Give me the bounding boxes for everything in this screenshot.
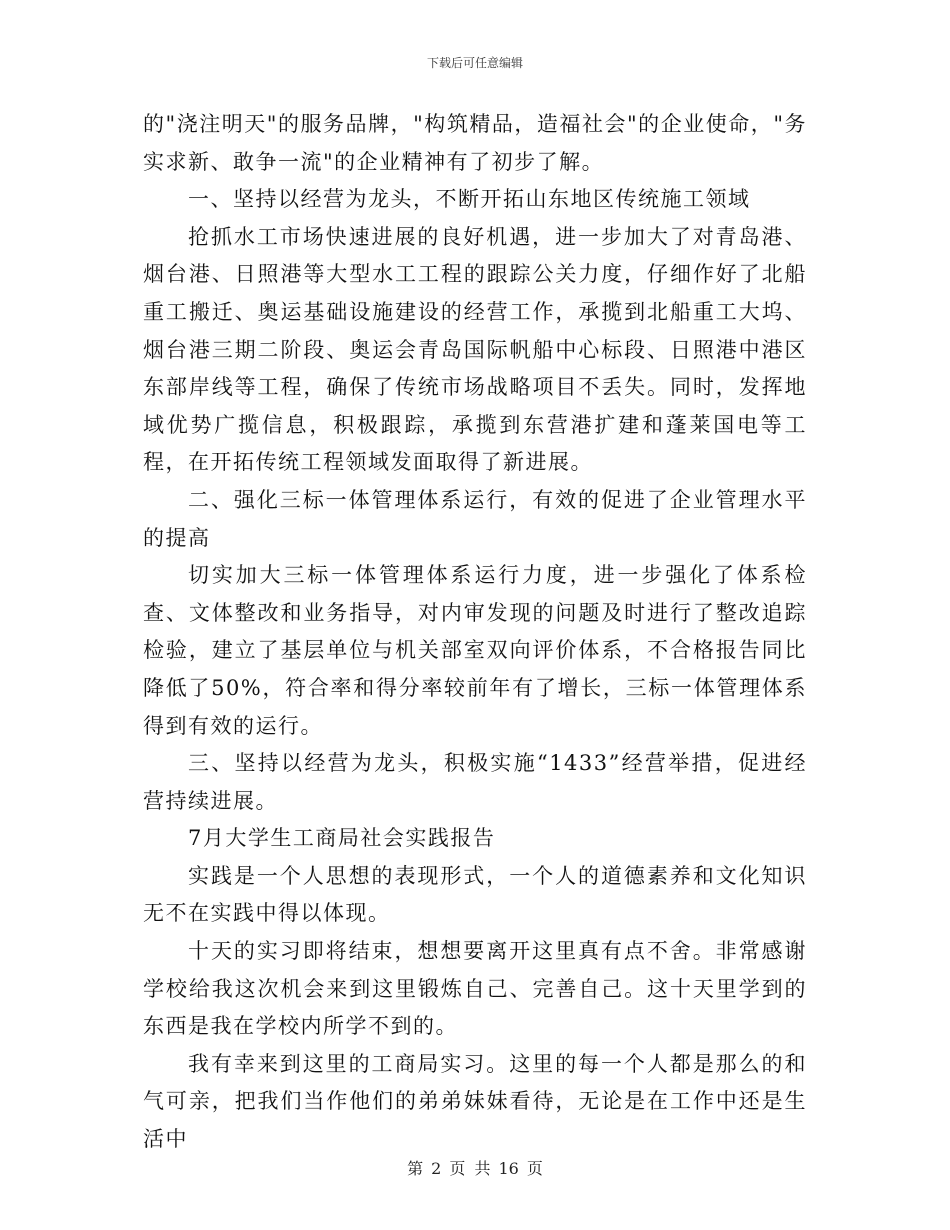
footer-prefix: 第 <box>407 1159 424 1178</box>
section-heading-3: 三、坚持以经营为龙头，积极实施“1433”经营举措，促进经营持续进展。 <box>143 751 807 813</box>
paragraph-report-body-2: 我有幸来到这里的工商局实习。这里的每一个人都是那么的和气可亲，把我们当作他们的弟弟妹妹看待，无论是在工作中还是生活中 <box>143 1051 807 1152</box>
page-footer <box>0 1156 950 1179</box>
footer-total-pages: 16 <box>498 1159 519 1178</box>
footer-page-number: 2 <box>431 1159 442 1178</box>
section-heading-1: 一、坚持以经营为龙头，不断开拓山东地区传统施工领域 <box>188 187 751 212</box>
paragraph-section-2-body: 切实加大三标一体管理体系运行力度，进一步强化了体系检查、文体整改和业务指导，对内审发现的问题及时进行了整改追踪检验，建立了基层单位与机关部室双向评价体系，不合格报告同比降低了50%，符合率和得分率较前年有了增长，三标一体管理体系得到有效的运行。 <box>143 563 807 738</box>
paragraph-continuation: 的"浇注明天"的服务品牌，"构筑精品，造福社会"的企业使命，"务实求新、敢争一流"的企业精神有了初步了解。 <box>143 112 807 174</box>
paragraph-report-body-1: 十天的实习即将结束，想想要离开这里真有点不舍。非常感谢学校给我这次机会来到这里锻炼自己、完善自己。这十天里学到的东西是我在学校内所学不到的。 <box>143 939 807 1039</box>
section-heading-2: 二、强化三标一体管理体系运行，有效的促进了企业管理水平的提高 <box>143 487 807 550</box>
page-header-note: 下载后可任意编辑 <box>426 56 523 70</box>
document-body <box>143 106 807 1159</box>
paragraph-report-intro: 实践是一个人思想的表现形式，一个人的道德素养和文化知识无不在实践中得以体现。 <box>143 863 807 926</box>
report-title: 7月大学生工商局社会实践报告 <box>188 826 496 851</box>
footer-suffix: 页 <box>526 1159 543 1178</box>
paragraph-section-1-body: 抢抓水工市场快速进展的良好机遇，进一步加大了对青岛港、烟台港、日照港等大型水工工程的跟踪公关力度，仔细作好了北船重工搬迁、奥运基础设施建设的经营工作，承揽到北船重工大坞、烟台港三期二阶段、奥运会青岛国际帆船中心标段、日照港中港区东部岸线等工程，确保了传统市场战略项目不丢失。同时，发挥地域优势广揽信息，积极跟踪，承揽到东营港扩建和蓬莱国电等工程，在开拓传统工程领域发面取得了新进展。 <box>143 224 807 475</box>
footer-middle: 页 共 <box>449 1159 491 1178</box>
